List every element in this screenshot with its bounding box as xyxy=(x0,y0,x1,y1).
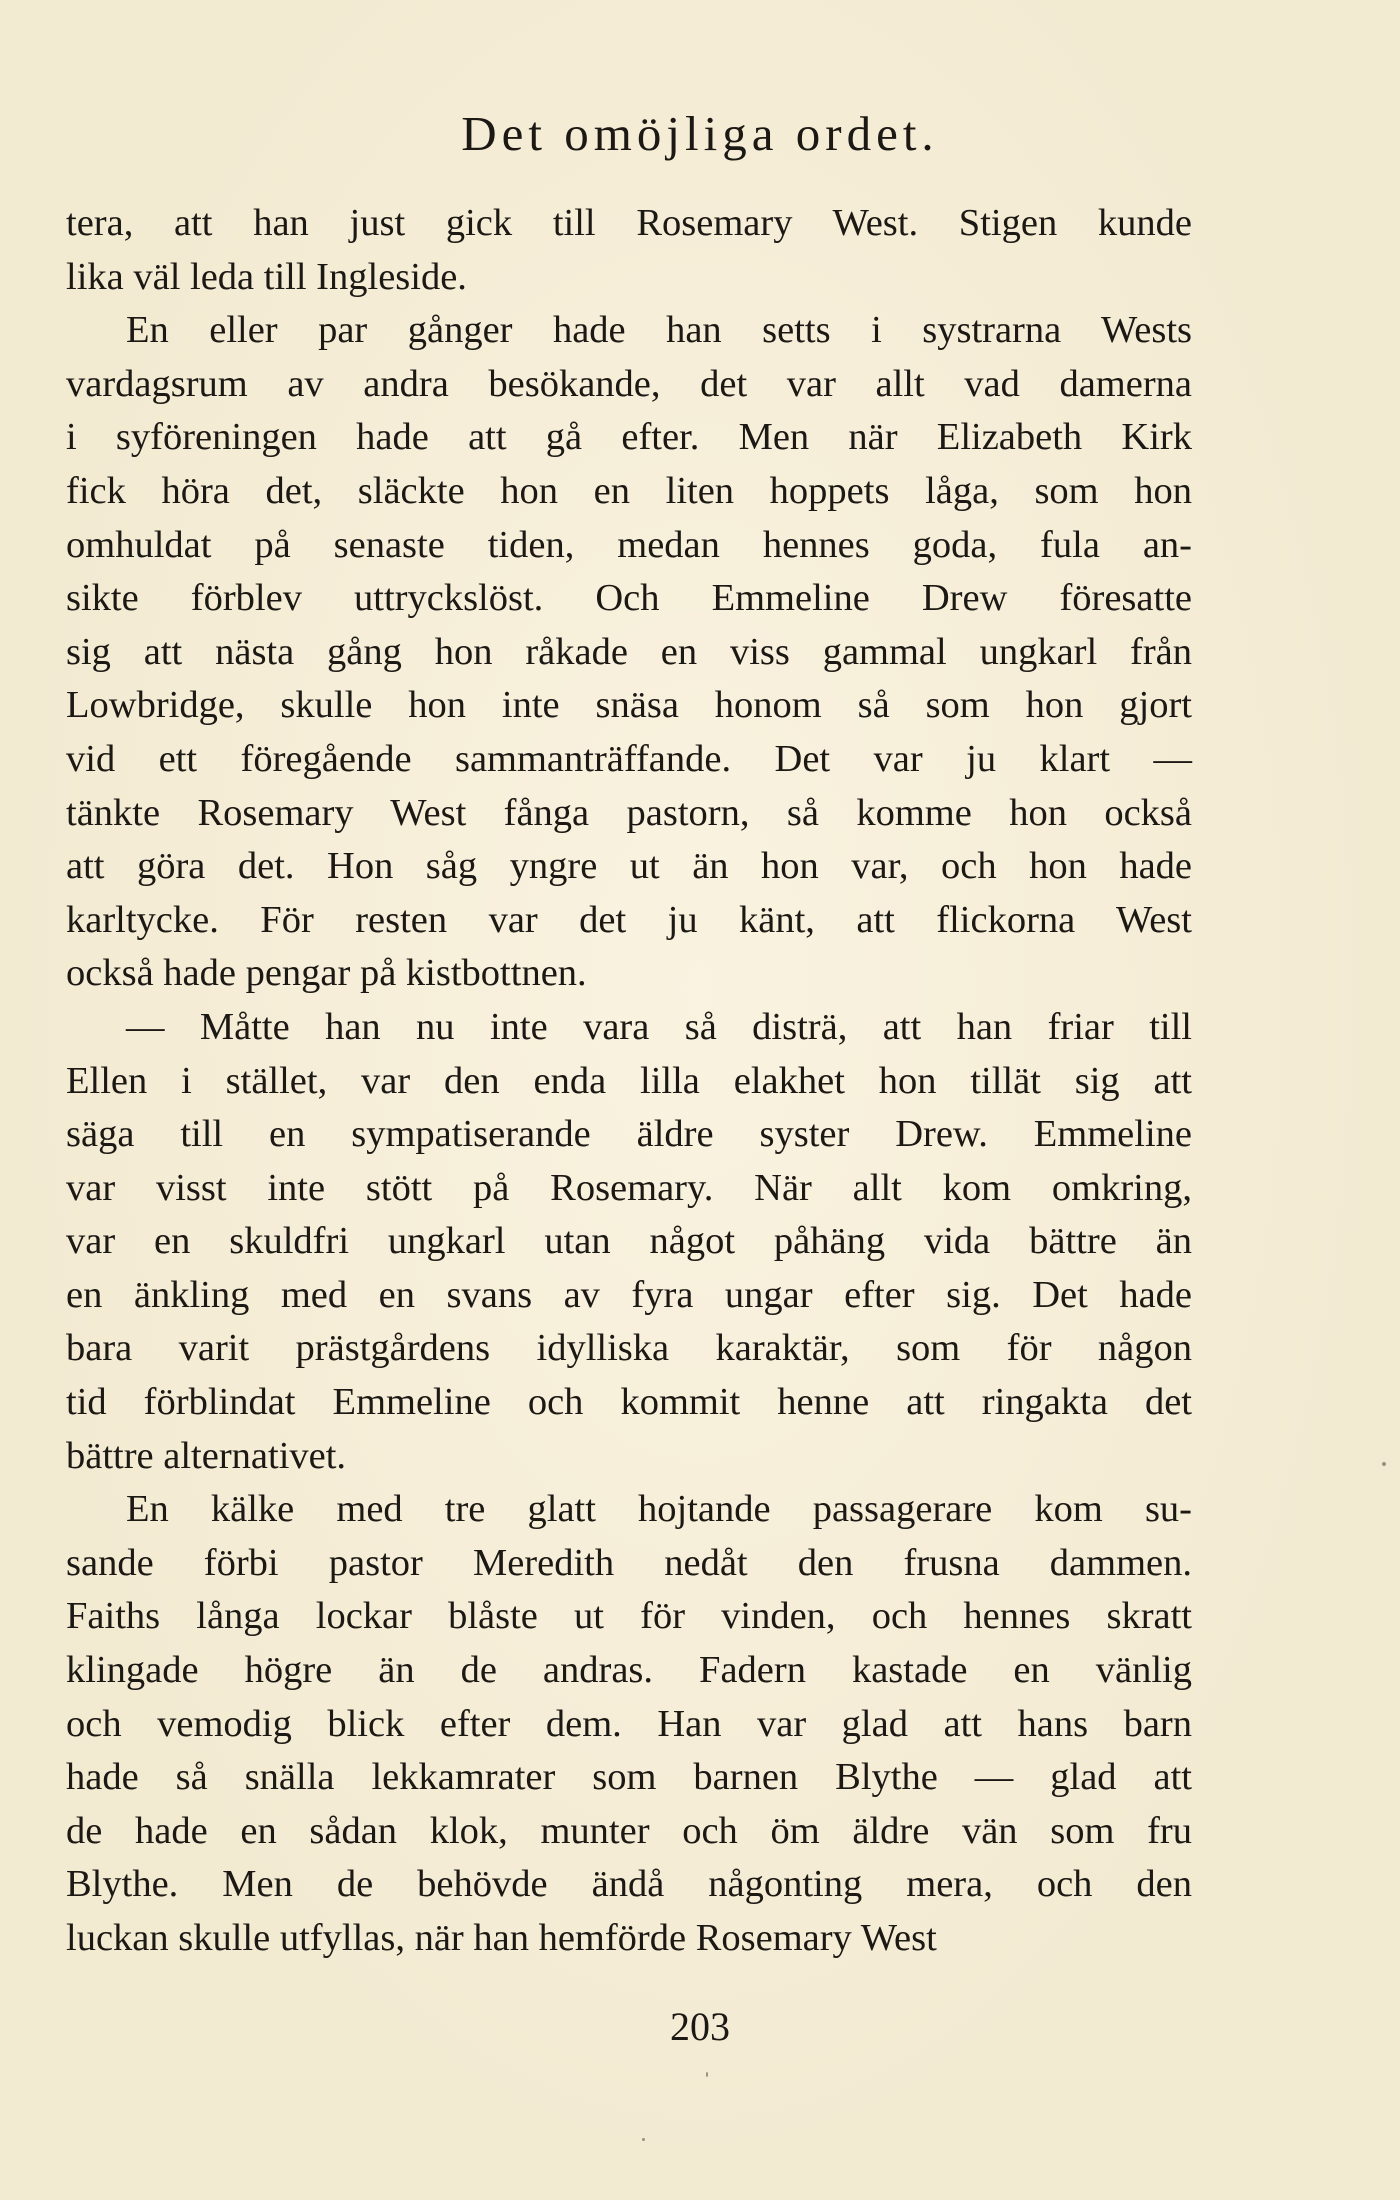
text-line: tera, att han just gick till Rosemary West. Stigen kunde xyxy=(66,202,1192,244)
paragraph xyxy=(66,1483,1192,1965)
text-line: vid ett föregående sammanträffande. Det var ju klart — xyxy=(66,737,1192,780)
text-line: säga till en sympatiserande äldre syster Drew. Emmeline xyxy=(66,1113,1192,1156)
body-text xyxy=(66,197,1192,1966)
text-line: Lowbridge, skulle hon inte snäsa honom så som hon gjort xyxy=(66,684,1192,727)
text-line: en änkling med en svans av fyra ungar efter sig. Det hade xyxy=(66,1273,1192,1316)
paragraph xyxy=(66,304,1192,1001)
paper-speck xyxy=(706,2072,708,2077)
text-line: att göra det. Hon såg yngre ut än hon var, och hon hade xyxy=(66,845,1192,888)
text-line: sig att nästa gång hon råkade en viss gammal ungkarl från xyxy=(66,630,1192,673)
paragraph xyxy=(66,197,1192,304)
text-line: tänkte Rosemary West fånga pastorn, så komme hon också xyxy=(66,791,1192,834)
text-line: sikte förblev uttryckslöst. Och Emmeline Drew föresatte xyxy=(66,577,1192,620)
text-line: En kälke med tre glatt hojtande passagerare kom su- xyxy=(126,1488,1192,1531)
text-line: karltycke. För resten var det ju känt, att flickorna West xyxy=(66,898,1192,941)
text-line: lika väl leda till Ingleside. xyxy=(66,255,467,298)
text-line: omhuldat på senaste tiden, medan hennes goda, fula an- xyxy=(66,523,1192,566)
text-line: Blythe. Men de behövde ändå någonting mera, och den xyxy=(66,1863,1192,1906)
page-number: 203 xyxy=(670,2004,730,2049)
text-line: Ellen i stället, var den enda lilla elakhet hon tillät sig att xyxy=(66,1059,1192,1102)
text-line: sande förbi pastor Meredith nedåt den frusna dammen. xyxy=(66,1541,1192,1584)
running-head: Det omöjliga ordet. xyxy=(461,106,939,161)
text-line: tid förblindat Emmeline och kommit henne att ringakta det xyxy=(66,1381,1192,1424)
text-line: var visst inte stött på Rosemary. När allt kom omkring, xyxy=(66,1166,1192,1209)
text-line: En eller par gånger hade han setts i systrarna Wests xyxy=(126,309,1192,352)
text-line: Faiths långa lockar blåste ut för vinden, och hennes skratt xyxy=(66,1595,1192,1638)
text-line: var en skuldfri ungkarl utan något påhäng vida bättre än xyxy=(66,1220,1192,1263)
text-line: i syföreningen hade att gå efter. Men när Elizabeth Kirk xyxy=(66,416,1192,459)
text-line: hade så snälla lekkamrater som barnen Blythe — glad att xyxy=(66,1756,1192,1799)
text-line: också hade pengar på kistbottnen. xyxy=(66,952,587,995)
paragraph xyxy=(66,1001,1192,1483)
text-line: bara varit prästgårdens idylliska karaktär, som för någon xyxy=(66,1327,1192,1370)
text-line: — Måtte han nu inte vara så disträ, att han friar till xyxy=(126,1005,1192,1048)
text-line: fick höra det, släckte hon en liten hoppets låga, som hon xyxy=(66,469,1192,512)
text-line: vardagsrum av andra besökande, det var allt vad damerna xyxy=(66,362,1192,405)
text-line: klingade högre än de andras. Fadern kastade en vänlig xyxy=(66,1649,1192,1692)
text-line: och vemodig blick efter dem. Han var glad att hans barn xyxy=(66,1702,1192,1745)
text-line: bättre alternativet. xyxy=(66,1434,347,1477)
paper-speck xyxy=(642,2138,645,2141)
paper-speck xyxy=(1382,1462,1386,1466)
text-line: de hade en sådan klok, munter och öm äldre vän som fru xyxy=(66,1809,1192,1852)
text-line: luckan skulle utfyllas, när han hemförde Rosemary West xyxy=(66,1917,937,1959)
